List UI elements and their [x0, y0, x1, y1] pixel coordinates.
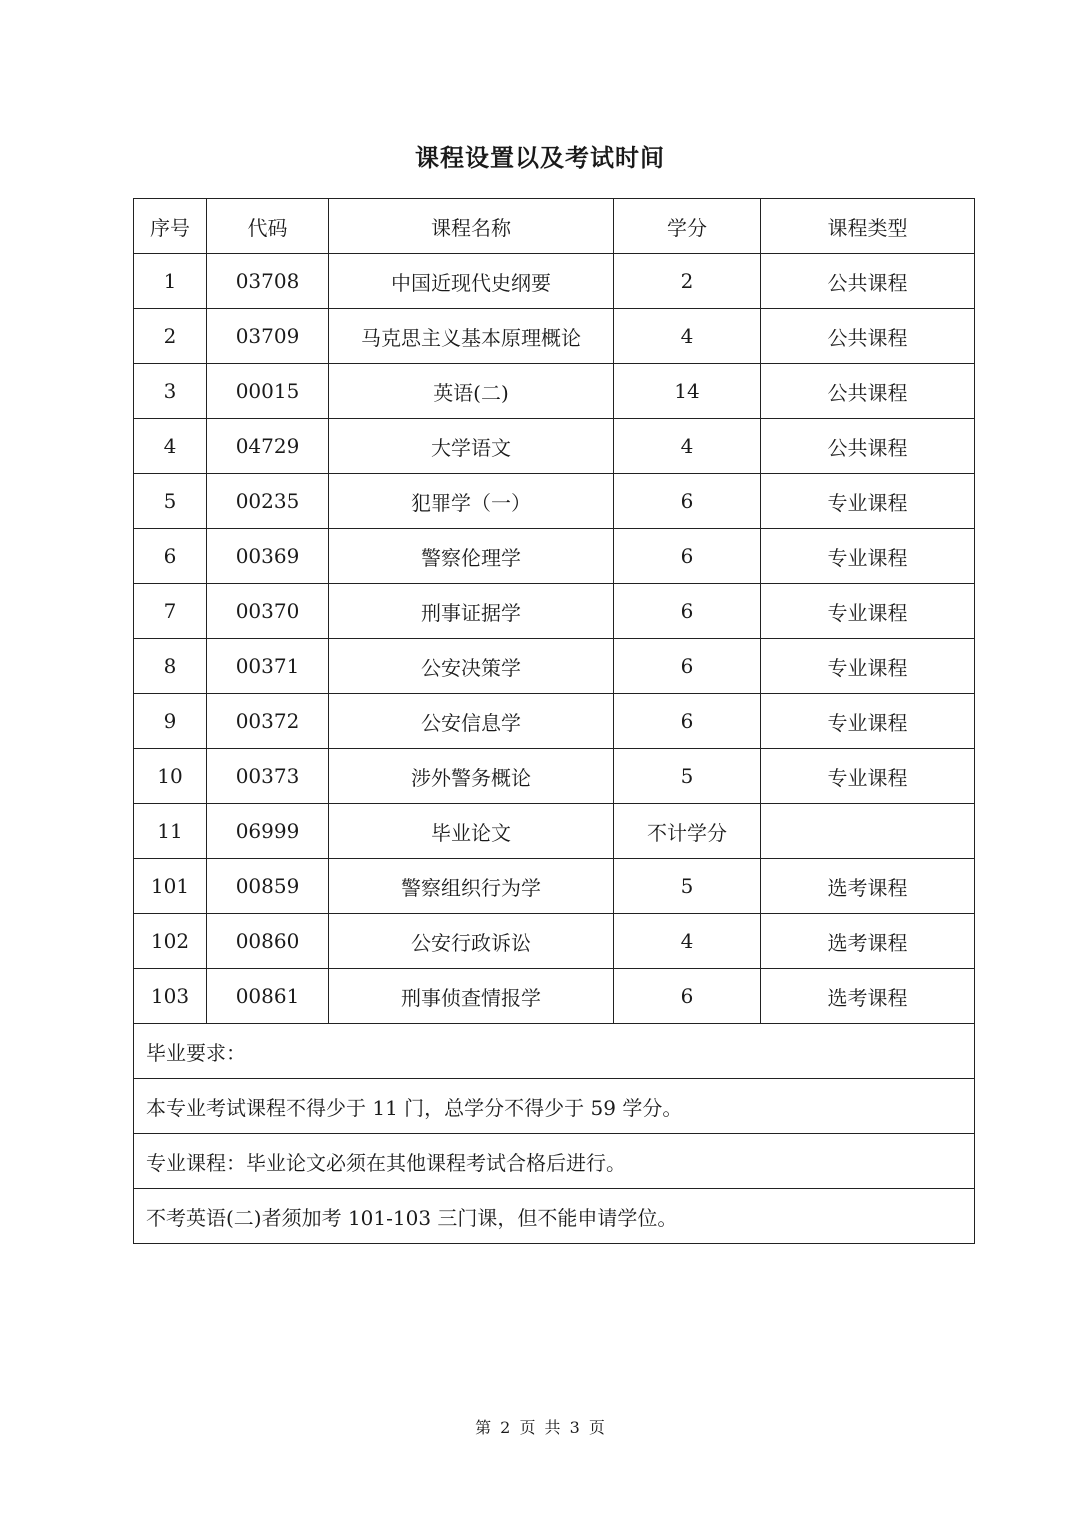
cell-credits: 4 [614, 419, 761, 474]
note-row [134, 1024, 975, 1079]
cell-course-type: 专业课程 [761, 639, 975, 694]
cell-code: 00370 [207, 584, 329, 639]
cell-code: 00369 [207, 529, 329, 584]
cell-credits: 5 [614, 749, 761, 804]
cell-index: 102 [134, 914, 207, 969]
cell-course-type: 公共课程 [761, 419, 975, 474]
page-number: 第 2 页 共 3 页 [475, 1418, 605, 1437]
cell-course-name: 公安决策学 [329, 639, 614, 694]
cell-index: 2 [134, 309, 207, 364]
cell-code: 06999 [207, 804, 329, 859]
note-credit-requirement: 本专业考试课程不得少于 11 门，总学分不得少于 59 学分。 [134, 1079, 975, 1134]
cell-course-type: 专业课程 [761, 749, 975, 804]
table-row [134, 474, 975, 529]
cell-credits: 2 [614, 254, 761, 309]
header-index: 序号 [134, 199, 207, 254]
cell-code: 03709 [207, 309, 329, 364]
cell-course-name: 毕业论文 [329, 804, 614, 859]
note-row [134, 1134, 975, 1189]
cell-course-type: 公共课程 [761, 309, 975, 364]
cell-index: 3 [134, 364, 207, 419]
cell-course-type: 专业课程 [761, 474, 975, 529]
cell-course-type: 公共课程 [761, 254, 975, 309]
cell-code: 00861 [207, 969, 329, 1024]
note-english-alternative: 不考英语(二)者须加考 101-103 三门课，但不能申请学位。 [134, 1189, 975, 1244]
table-row [134, 254, 975, 309]
table-row [134, 529, 975, 584]
cell-course-type: 专业课程 [761, 694, 975, 749]
cell-course-name: 犯罪学（一） [329, 474, 614, 529]
cell-index: 101 [134, 859, 207, 914]
cell-course-type: 选考课程 [761, 969, 975, 1024]
cell-code: 04729 [207, 419, 329, 474]
page-title: 课程设置以及考试时间 [415, 144, 665, 172]
table-row [134, 914, 975, 969]
table-row [134, 309, 975, 364]
header-credits: 学分 [614, 199, 761, 254]
cell-credits: 6 [614, 694, 761, 749]
note-row [134, 1189, 975, 1244]
cell-code: 00373 [207, 749, 329, 804]
table-row [134, 419, 975, 474]
cell-credits: 4 [614, 309, 761, 364]
cell-code: 00371 [207, 639, 329, 694]
note-row [134, 1079, 975, 1134]
cell-course-type: 专业课程 [761, 529, 975, 584]
cell-index: 7 [134, 584, 207, 639]
cell-course-type: 公共课程 [761, 364, 975, 419]
cell-index: 9 [134, 694, 207, 749]
table-row [134, 639, 975, 694]
cell-credits: 5 [614, 859, 761, 914]
cell-credits: 6 [614, 584, 761, 639]
cell-credits: 6 [614, 639, 761, 694]
cell-course-name: 涉外警务概论 [329, 749, 614, 804]
cell-course-name: 刑事侦查情报学 [329, 969, 614, 1024]
note-thesis-requirement: 专业课程：毕业论文必须在其他课程考试合格后进行。 [134, 1134, 975, 1189]
cell-course-name: 中国近现代史纲要 [329, 254, 614, 309]
course-table [133, 198, 975, 1244]
cell-course-name: 英语(二) [329, 364, 614, 419]
header-course-type: 课程类型 [761, 199, 975, 254]
cell-credits: 6 [614, 969, 761, 1024]
cell-course-type: 选考课程 [761, 859, 975, 914]
cell-index: 8 [134, 639, 207, 694]
table-row [134, 584, 975, 639]
cell-course-name: 警察伦理学 [329, 529, 614, 584]
cell-course-name: 公安行政诉讼 [329, 914, 614, 969]
cell-index: 11 [134, 804, 207, 859]
graduation-requirements-heading: 毕业要求： [134, 1024, 975, 1079]
table-row [134, 749, 975, 804]
header-code: 代码 [207, 199, 329, 254]
cell-code: 00235 [207, 474, 329, 529]
cell-course-name: 刑事证据学 [329, 584, 614, 639]
cell-credits: 6 [614, 474, 761, 529]
cell-credits: 14 [614, 364, 761, 419]
table-row [134, 364, 975, 419]
cell-course-type: 专业课程 [761, 584, 975, 639]
cell-index: 1 [134, 254, 207, 309]
cell-credits: 4 [614, 914, 761, 969]
cell-course-name: 公安信息学 [329, 694, 614, 749]
cell-index: 6 [134, 529, 207, 584]
cell-index: 5 [134, 474, 207, 529]
cell-course-name: 马克思主义基本原理概论 [329, 309, 614, 364]
cell-code: 00015 [207, 364, 329, 419]
cell-course-type [761, 804, 975, 859]
cell-index: 10 [134, 749, 207, 804]
header-course-name: 课程名称 [329, 199, 614, 254]
table-header-row [134, 199, 975, 254]
cell-index: 103 [134, 969, 207, 1024]
cell-credits: 6 [614, 529, 761, 584]
cell-course-name: 大学语文 [329, 419, 614, 474]
table-row [134, 969, 975, 1024]
cell-code: 00860 [207, 914, 329, 969]
cell-code: 00372 [207, 694, 329, 749]
cell-course-name: 警察组织行为学 [329, 859, 614, 914]
cell-course-type: 选考课程 [761, 914, 975, 969]
cell-code: 03708 [207, 254, 329, 309]
cell-credits: 不计学分 [614, 804, 761, 859]
cell-code: 00859 [207, 859, 329, 914]
table-row [134, 859, 975, 914]
table-row [134, 804, 975, 859]
table-row [134, 694, 975, 749]
cell-index: 4 [134, 419, 207, 474]
